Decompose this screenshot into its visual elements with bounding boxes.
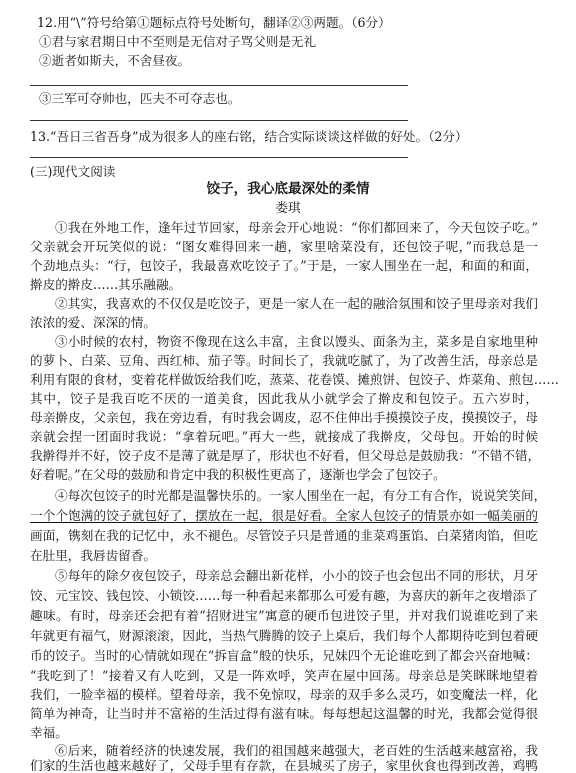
paragraph-line: 们家的生活也越来越好了，父母手里有存款，在县城买了房子，家里伙食也得到改善，鸡鸭 <box>30 758 538 773</box>
paragraph-line: 浓浓的爱、深深的情。 <box>30 315 156 330</box>
paragraph-line: 我擀得并不好，饺子皮不是薄了就是厚了，形状也不好看，但父母总是鼓励我：“不错不错， <box>30 448 541 463</box>
q12-sentence-3: ③三军可夺帅也，匹夫不可夺志也。 <box>39 91 241 106</box>
paragraph-line: 个劲地点头：“行，包饺子，我最喜欢吃饺子了。”于是，一家人围坐在一起，和面的和面， <box>30 258 538 273</box>
answer-line <box>30 120 408 121</box>
paragraph-line: 币的饺子。当时的心情就如现在“拆盲盒”般的快乐，兄妹四个无论谁吃到了都会兴奋地喊： <box>30 648 538 663</box>
paragraph-line: 好着呢。”在父母的鼓励和肯定中我的积极性更高了，逐渐也学会了包饺子。 <box>30 467 446 482</box>
paragraph-line: 母亲擀皮，父亲包，我在旁边看，有时我会调皮，忍不住伸出手摸摸饺子皮，摸摸饺子，母 <box>30 410 538 425</box>
paragraph-line: 利用有限的食材，变着花样做饭给我们吃，蒸菜、花卷馍、摊煎饼、包饺子、炸菜角、煎包…… <box>30 372 559 387</box>
paragraph-line: ②其实，我喜欢的不仅仅是吃饺子，更是一家人在一起的融洽氛围和饺子里母亲对我们 <box>55 296 538 311</box>
paragraph-line: 幸福。 <box>30 725 68 740</box>
q12-sentence-1: ①君与家君期日中不至则是无信对子骂父则是无礼 <box>39 34 317 49</box>
paragraph-line: 饺、元宝饺、钱包饺、小锁饺……每一种看起来都那么可爱有趣，为喜庆的新年之夜增添了 <box>30 588 538 603</box>
answer-line <box>30 157 408 158</box>
paragraph-line: ⑤每年的除夕夜包饺子，母亲总会翻出新花样，小小的饺子也会包出不同的形状，月牙 <box>55 568 538 583</box>
q13-stem: 13.“吾日三省吾身”成为很多人的座右铭，结合实际谈谈这样做的好处。（2分） <box>30 129 468 144</box>
paragraph-line: 父亲就会开玩笑似的说：“图女难得回来一趟，家里啥菜没有，还包饺子呢，”而我总是一 <box>30 239 538 254</box>
q12-stem: 12.用“\”符号给第①题标点符号处断句，翻译②③两题。（6分） <box>37 15 391 30</box>
paragraph-line: 年就更有福气，财源滚滚，因此，当热气腾腾的饺子上桌后，我们每个人都期待吃到包着硬 <box>30 628 538 643</box>
paragraph-line: 在肚里，我唇齿留香。 <box>30 548 156 563</box>
paragraph-line: “我吃到了！”接着又有人吃到，又是一阵欢呼，笑声在屋中回荡。母亲总是笑眯眯地望着 <box>30 668 538 683</box>
paragraph-line-underlined: 一个个饱满的饺子就包好了，摆放在一起，很是好看。全家人包饺子的情景亦如一幅美丽的 <box>30 508 538 523</box>
paragraph-line: ⑥后来，随着经济的快速发展，我们的祖国越来越强大，老百姓的生活越来越富裕，我 <box>55 743 538 758</box>
article-title: 饺子，我心底最深处的柔情 <box>206 181 370 197</box>
paragraph-line: 趣味。有时，母亲还会把有着“招财进宝”寓意的硬币包进饺子里，并对我们说谁吃到了来 <box>30 608 538 623</box>
paragraph-line: 的萝卜、白菜、豆角、西红柿、茄子等。时间长了，我就吃腻了，为了改善生活，母亲总是 <box>30 353 538 368</box>
paragraph-line: 我们，一脸幸福的模样。望着母亲，我不免惊叹，母亲的双手多么灵巧，如变魔法一样，化 <box>30 687 538 702</box>
paragraph-line: 擀皮的擀皮……其乐融融。 <box>30 277 182 292</box>
q12-sentence-2: ②逝者如斯夫，不舍昼夜。 <box>39 53 191 68</box>
paragraph-line: 简单为神奇，让当时并不富裕的生活过得有滋有味。每每想起这温馨的时光，我都会觉得很 <box>30 706 538 721</box>
paragraph-line: ④每次包饺子的时光都是温馨快乐的。一家人围坐在一起，有分工有合作，说说笑笑间， <box>55 488 547 503</box>
paragraph-line: ①我在外地工作，逢年过节回家，母亲会开心地说：“你们都回来了，今天包饺子吃。” <box>55 220 538 235</box>
paragraph-line: 画面，镌刻在我的记忆中，永不褪色。尽管饺子只是普通的韭菜鸡蛋馅、白菜猪肉馅，但吃 <box>30 528 538 543</box>
answer-line <box>30 85 408 86</box>
paragraph-line: 其中，饺子是我百吃不厌的一道美食，因此我从小就学会了擀皮和包饺子。五六岁时， <box>30 391 538 406</box>
paragraph-line: ③小时候的农村，物资不像现在这么丰富，主食以馒头、面条为主，菜多是自家地里种 <box>55 334 538 349</box>
section-heading: (三)现代文阅读 <box>30 164 116 179</box>
paragraph-line: 亲就会捏一团面时我说：“拿着玩吧。”再大一些，就接成了我擀皮，父母包。开始的时候 <box>30 429 538 444</box>
article-author: 娄琪 <box>275 200 301 215</box>
